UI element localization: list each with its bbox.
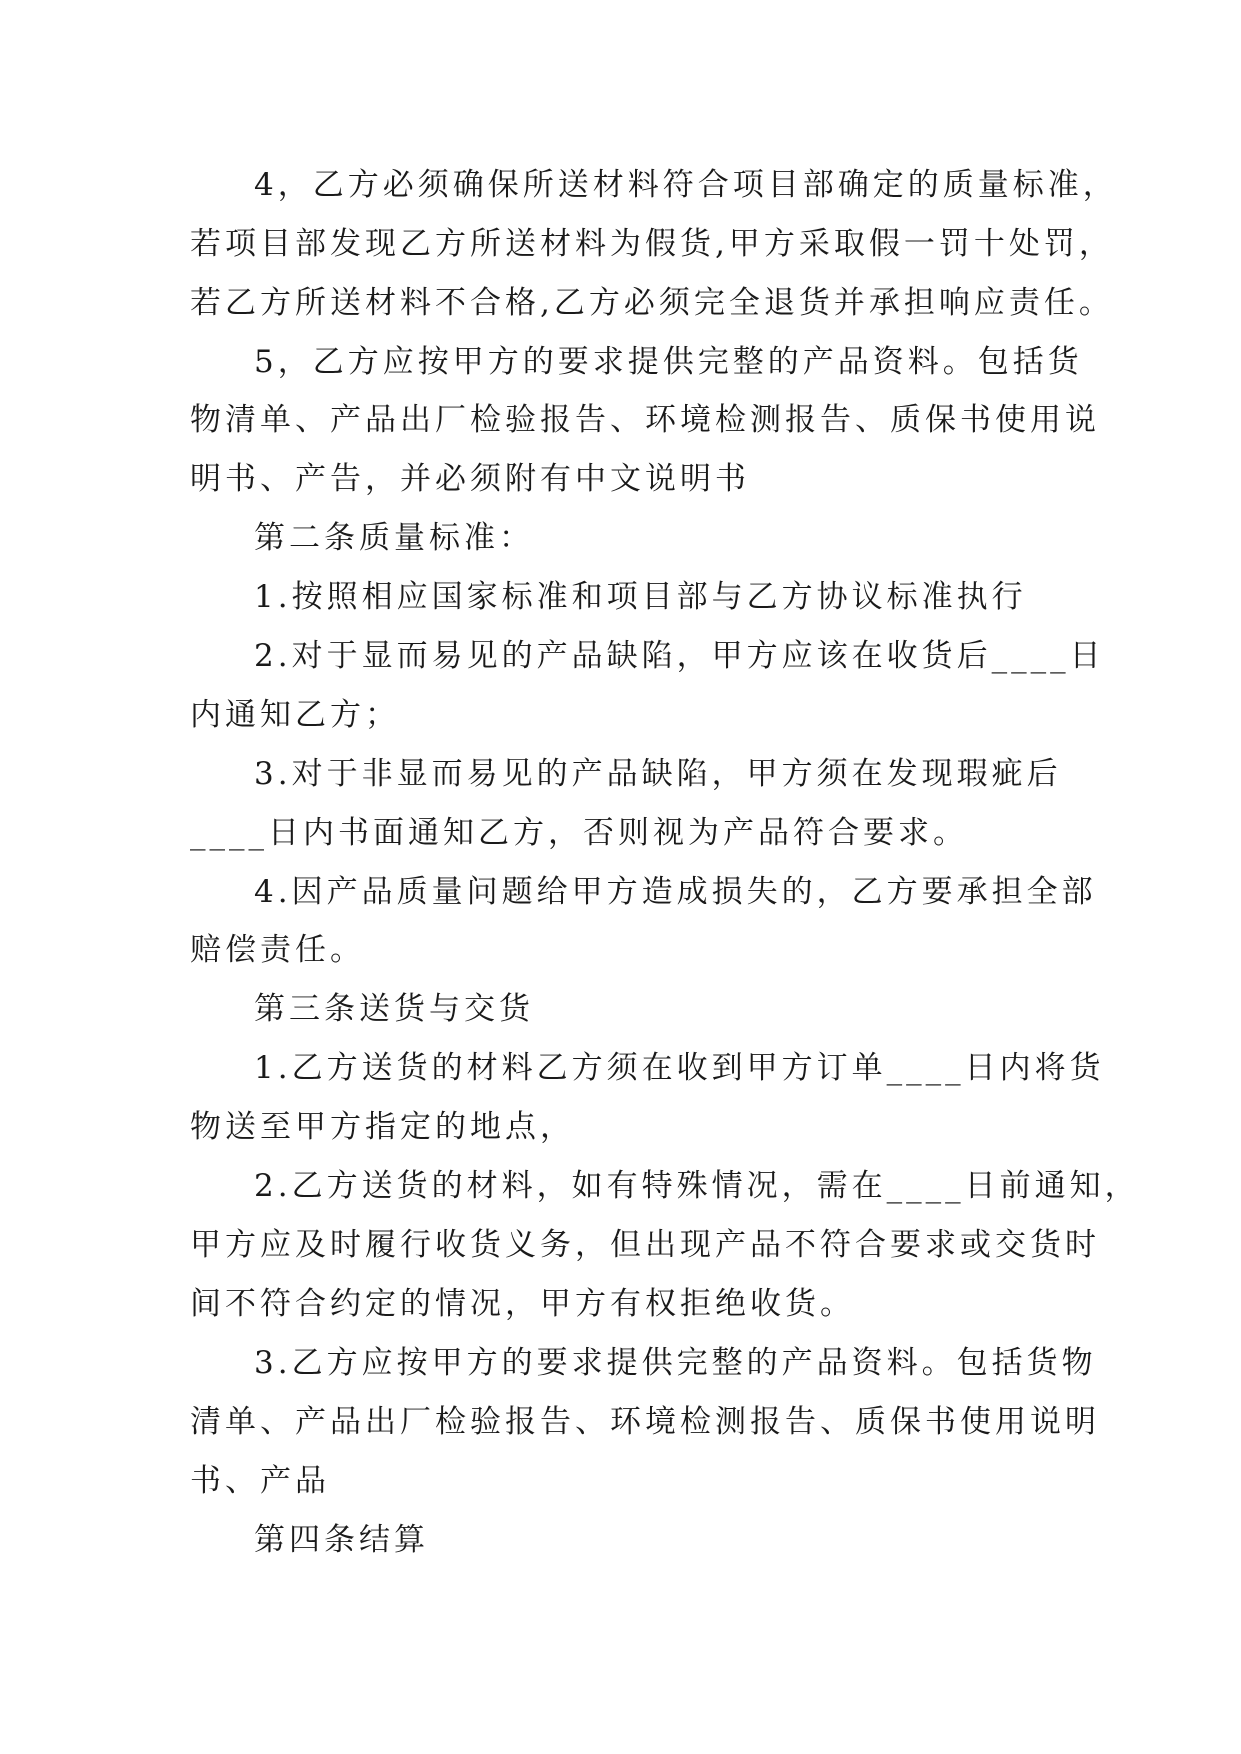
text-line: 清单、产品出厂检验报告、环境检测报告、质保书使用说明: [190, 1404, 1100, 1440]
section-heading: 第四条结算: [254, 1522, 429, 1558]
text-line: 间不符合约定的情况，甲方有权拒绝收货。: [190, 1286, 855, 1322]
text-line: 2.对于显而易见的产品缺陷，甲方应该在收货后____日: [254, 638, 1105, 674]
text-line: 书、产品: [190, 1463, 330, 1499]
text-line: ____日内书面通知乙方，否则视为产品符合要求。: [190, 815, 968, 851]
text-line: 1.乙方送货的材料乙方须在收到甲方订单____日内将货: [254, 1050, 1105, 1086]
text-line: 2.乙方送货的材料，如有特殊情况，需在____日前通知，: [254, 1168, 1140, 1204]
text-line: 3.对于非显而易见的产品缺陷，甲方须在发现瑕疵后: [254, 756, 1062, 792]
section-heading: 第三条送货与交货: [254, 991, 534, 1027]
text-line: 若乙方所送材料不合格,乙方必须完全退货并承担响应责任。: [190, 285, 1114, 321]
text-line: 物送至甲方指定的地点，: [190, 1109, 575, 1145]
text-line: 3.乙方应按甲方的要求提供完整的产品资料。包括货物: [254, 1345, 1097, 1381]
section-heading: 第二条质量标准：: [254, 520, 534, 556]
text-line: 4，乙方必须确保所送材料符合项目部确定的质量标准，: [254, 167, 1118, 203]
text-line: 5，乙方应按甲方的要求提供完整的产品资料。包括货: [254, 344, 1083, 380]
text-line: 4.因产品质量问题给甲方造成损失的，乙方要承担全部: [254, 874, 1097, 910]
text-line: 物清单、产品出厂检验报告、环境检测报告、质保书使用说: [190, 402, 1100, 438]
text-line: 明书、产告，并必须附有中文说明书: [190, 461, 750, 497]
text-line: 内通知乙方；: [190, 697, 400, 733]
text-line: 赔偿责任。: [190, 932, 365, 968]
text-line: 甲方应及时履行收货义务，但出现产品不符合要求或交货时: [190, 1227, 1100, 1263]
text-line: 1.按照相应国家标准和项目部与乙方协议标准执行: [254, 579, 1027, 615]
text-line: 若项目部发现乙方所送材料为假货,甲方采取假一罚十处罚，: [190, 226, 1114, 262]
